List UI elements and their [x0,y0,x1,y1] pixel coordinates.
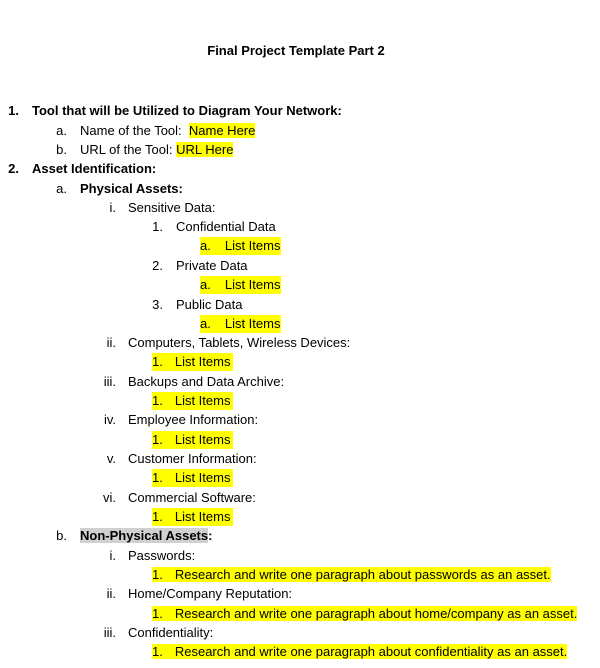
public-data-list-item [200,315,281,333]
list-letter: a. [200,277,211,292]
non-physical-assets-title: Non-Physical Assets [80,528,209,543]
physical-assets-title: Physical Assets: [80,181,183,196]
customer-numeral: v. [106,451,116,466]
list-number: 1. [152,644,163,659]
list-text: List Items [174,470,231,485]
confidentiality-label: Confidentiality: [128,625,214,640]
list-number: 1. [152,354,163,369]
backups-label: Backups and Data Archive: [128,374,285,389]
passwords-list-item [152,566,551,584]
passwords-list-highlight [152,567,551,582]
software-list-highlight [152,508,233,526]
list-number: 1. [152,509,163,524]
tool-url-text [80,141,233,159]
employee-list-item [152,431,233,449]
computers-numeral: ii. [106,335,116,350]
tool-name-label: Name of the Tool: [80,123,182,138]
reputation-numeral: ii. [106,586,116,601]
list-letter: a. [200,316,211,331]
section-1-title: Tool that will be Utilized to Diagram Your Network: [32,103,342,118]
software-numeral: vi. [103,490,116,505]
reputation-label: Home/Company Reputation: [128,586,293,601]
backups-list-item [152,392,233,410]
computers-list-item [152,353,233,371]
tool-url-value: URL Here [176,142,234,157]
confidentiality-list-highlight [152,644,567,659]
confidential-data-number: 1. [152,219,163,234]
passwords-label: Passwords: [128,548,196,563]
section-1-number: 1. [8,103,19,118]
sensitive-data-numeral: i. [109,200,116,215]
section-2-title: Asset Identification: [32,161,157,176]
physical-assets-letter: a. [56,181,67,196]
backups-numeral: iii. [103,374,116,389]
list-number: 1. [152,606,163,621]
tool-name-text [80,122,255,140]
customer-list-highlight [152,469,233,487]
confidentiality-research-text: Research and write one paragraph about confidentiality as an asset. [174,644,568,659]
public-data-list-highlight [200,315,281,333]
list-text: List Items [224,277,281,292]
document-title: Final Project Template Part 2 [207,43,385,58]
tool-name-value: Name Here [188,123,256,138]
software-label: Commercial Software: [128,490,256,505]
list-text: List Items [224,316,281,331]
confidential-data-list-highlight [200,237,281,255]
non-physical-assets-letter: b. [56,528,67,543]
passwords-research-text: Research and write one paragraph about passwords as an asset. [174,567,551,582]
computers-list-highlight [152,353,233,371]
list-text: List Items [174,509,231,524]
non-physical-assets-colon: : [208,528,213,543]
reputation-list-highlight [152,606,577,621]
private-data-list-highlight [200,276,281,294]
list-number: 1. [152,393,163,408]
list-text: List Items [174,432,231,447]
public-data-label: Public Data [176,297,243,312]
passwords-numeral: i. [109,548,116,563]
list-number: 1. [152,470,163,485]
section-2-number: 2. [8,161,19,176]
list-number: 1. [152,567,163,582]
list-number: 1. [152,432,163,447]
list-letter: a. [200,238,211,253]
non-physical-assets-title-wrap [80,527,212,545]
employee-label: Employee Information: [128,412,259,427]
tool-url-letter: b. [56,142,67,157]
list-text: List Items [174,354,231,369]
confidentiality-list-item [152,643,567,661]
private-data-label: Private Data [176,258,248,273]
tool-url-label: URL of the Tool: [80,142,173,157]
public-data-number: 3. [152,297,163,312]
employee-numeral: iv. [103,412,116,427]
computers-label: Computers, Tablets, Wireless Devices: [128,335,351,350]
confidential-data-label: Confidential Data [176,219,276,234]
private-data-number: 2. [152,258,163,273]
employee-list-highlight [152,431,233,449]
tool-name-letter: a. [56,123,67,138]
confidentiality-numeral: iii. [103,625,116,640]
list-text: List Items [224,238,281,253]
customer-list-item [152,469,233,487]
backups-list-highlight [152,392,233,410]
list-text: List Items [174,393,231,408]
reputation-list-item [152,605,577,623]
reputation-research-text: Research and write one paragraph about home/company as an asset. [174,606,578,621]
sensitive-data-label: Sensitive Data: [128,200,216,215]
private-data-list-item [200,276,281,294]
confidential-data-list-item [200,237,281,255]
customer-label: Customer Information: [128,451,257,466]
software-list-item [152,508,233,526]
